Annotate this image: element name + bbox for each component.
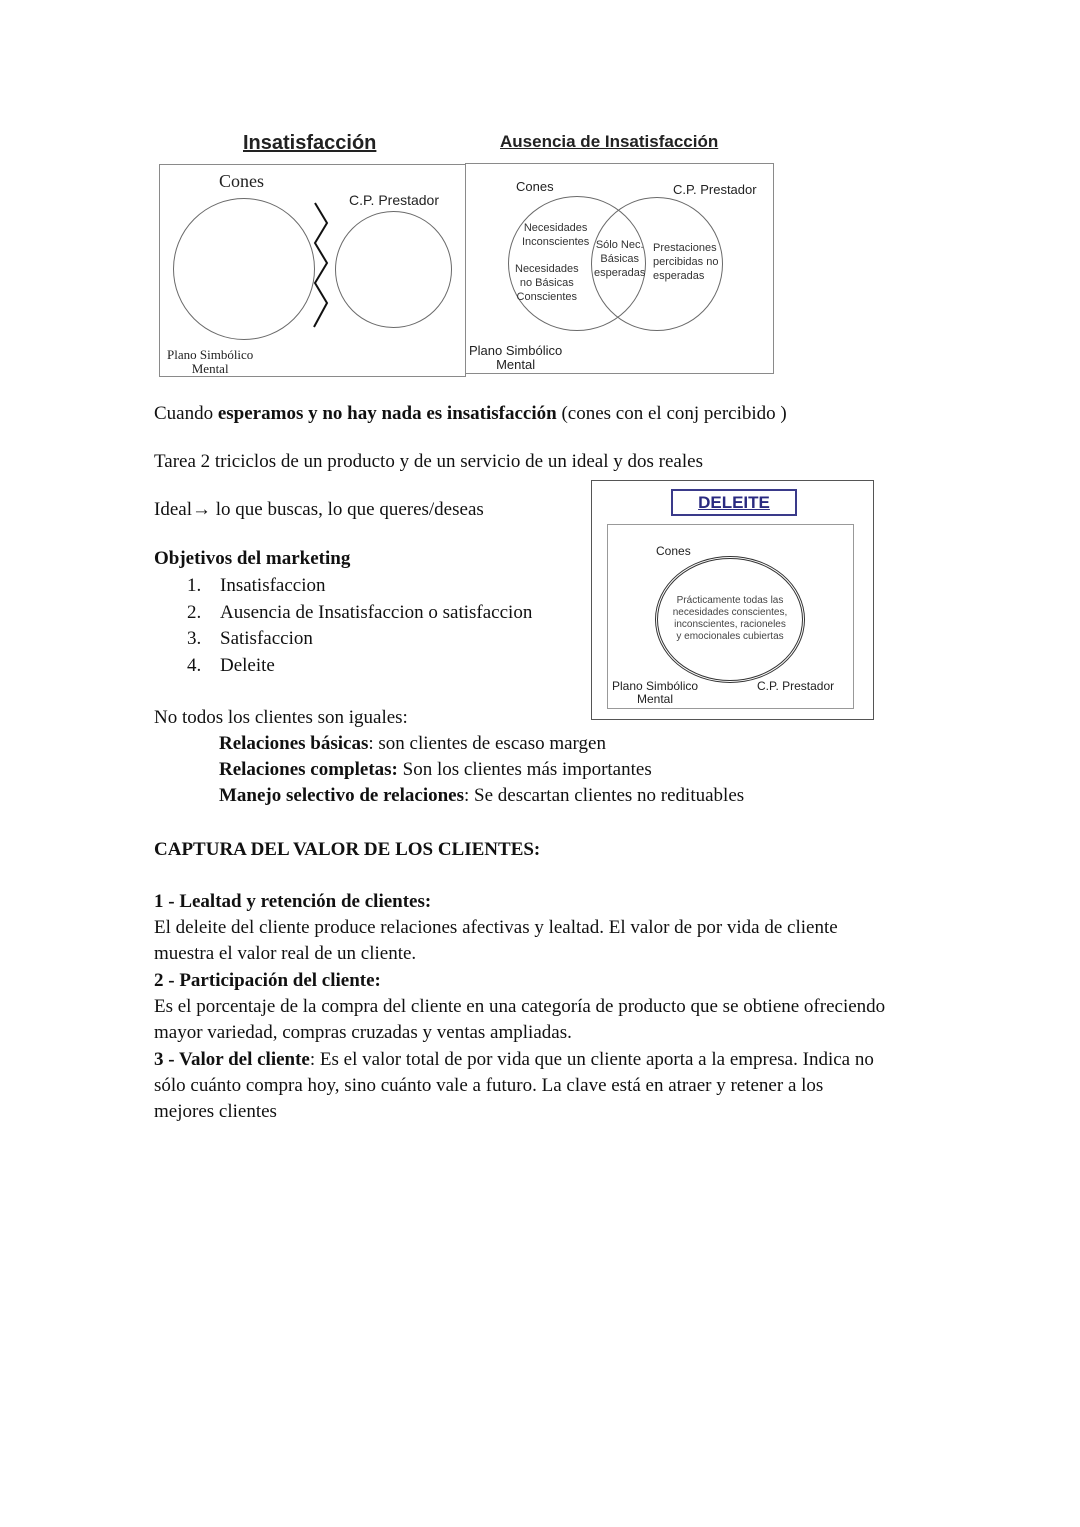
- figure-title: Ausencia de Insatisfacción: [500, 132, 719, 151]
- section-heading: 2 - Participación del cliente:: [154, 970, 381, 991]
- list-label: Deleite: [220, 654, 275, 676]
- text: Ideal: [154, 499, 192, 520]
- section-heading: 3 - Valor del cliente: [154, 1049, 310, 1070]
- captura-heading: CAPTURA DEL VALOR DE LOS CLIENTES:: [154, 839, 541, 860]
- prestador-circle: [335, 211, 452, 328]
- section-heading: 1 - Lealtad y retención de clientes:: [154, 891, 432, 912]
- prestador-label: C.P. Prestador: [349, 192, 440, 208]
- relation-text: : Se descartan clientes no redituables: [464, 785, 745, 806]
- plane-label-line: Plano Simbólico: [469, 343, 563, 358]
- plane-label: [167, 348, 253, 376]
- text: lo que buscas, lo que queres/deseas: [210, 499, 484, 520]
- objetivos-heading: Objetivos del marketing: [154, 548, 351, 569]
- section-text: : Es el valor total de por vida que un cliente aporta a la empresa. Indica no: [309, 1049, 874, 1070]
- cones-circle: [173, 198, 315, 340]
- section-text: muestra el valor real de un cliente.: [154, 943, 417, 964]
- region-left-top: [522, 221, 589, 249]
- paragraph-ideal: [154, 497, 484, 523]
- relation-title: Relaciones completas:: [219, 759, 398, 780]
- list-number: 3.: [187, 628, 202, 649]
- cones-label: Cones: [516, 179, 554, 194]
- region-right: [653, 241, 718, 283]
- text: (cones con el conj percibido ): [556, 403, 787, 424]
- plane-label-line: Plano Simbólico: [167, 347, 254, 362]
- list-item: [187, 573, 532, 600]
- arrow-right-icon: →: [191, 499, 211, 520]
- relation-text: Son los clientes más importantes: [397, 759, 652, 780]
- section-text: mayor variedad, compras cruzadas y ventas ampliadas.: [154, 1022, 572, 1043]
- figure-title: Insatisfacción: [243, 132, 377, 154]
- list-item: [187, 600, 532, 627]
- circle-text-line: y emocionales cubiertas: [676, 631, 784, 642]
- region-text: no Básicas: [519, 277, 574, 289]
- circle-text-line: Prácticamente todas las: [676, 595, 784, 606]
- section-text: Es el porcentaje de la compra del cliente en una categoría de producto que se obtiene ofreciendo: [154, 996, 886, 1017]
- relation-title: Relaciones básicas: [219, 733, 369, 754]
- region-text: Básicas: [600, 253, 639, 265]
- list-number: 2.: [187, 601, 202, 623]
- plane-label-line: Plano Simbólico: [612, 679, 699, 693]
- plane-label: [469, 344, 562, 372]
- section-text: sólo cuánto compra hoy, sino cuánto vale a futuro. La clave está en atraer y retener a los: [154, 1075, 824, 1096]
- relation-title: Manejo selectivo de relaciones: [219, 785, 464, 806]
- section-valor: [154, 1047, 874, 1073]
- region-text: Sólo Nec.: [595, 239, 644, 251]
- region-left-bottom: [515, 262, 579, 304]
- region-text: Necesidades: [523, 222, 588, 234]
- plane-label: [612, 680, 698, 706]
- list-number: 4.: [187, 654, 202, 676]
- section-text: mejores clientes: [154, 1101, 277, 1122]
- zigzag-gap-icon: [310, 200, 340, 330]
- region-text: esperadas: [653, 270, 705, 282]
- plane-label-line: Mental: [191, 361, 229, 376]
- region-text: Necesidades: [515, 263, 579, 275]
- plane-label-line: Mental: [496, 357, 536, 372]
- cones-label: Cones: [219, 171, 264, 191]
- region-text: Conscientes: [516, 291, 578, 303]
- region-text: esperadas: [594, 267, 646, 279]
- objetivos-list: [187, 573, 532, 679]
- region-text: Inconscientes: [522, 236, 590, 248]
- circle-text-line: inconscientes, racioneles: [674, 619, 786, 630]
- paragraph-insatisfaccion: [154, 401, 787, 427]
- region-text: Prestaciones: [653, 242, 717, 254]
- relation-item: [219, 731, 606, 757]
- section-text: El deleite del cliente produce relaciones afectivas y lealtad. El valor de por vida de cliente: [154, 917, 838, 938]
- circle-text: [655, 595, 805, 643]
- list-number: 1.: [187, 575, 202, 596]
- prestador-label: C.P. Prestador: [757, 679, 835, 693]
- circle-text-line: necesidades conscientes,: [672, 607, 788, 618]
- list-item: [187, 626, 532, 653]
- list-label: Satisfaccion: [220, 628, 313, 649]
- region-text: percibidas no: [653, 256, 719, 268]
- relation-item: [219, 757, 652, 783]
- region-center: [594, 238, 645, 280]
- list-label: Insatisfaccion: [220, 575, 326, 596]
- plane-label-line: Mental: [637, 692, 674, 706]
- prestador-label: C.P. Prestador: [673, 182, 757, 197]
- relation-text: : son clientes de escaso margen: [368, 733, 606, 754]
- list-item: [187, 653, 532, 680]
- clientes-intro: No todos los clientes son iguales:: [154, 707, 408, 728]
- bold-text: esperamos y no hay nada es insatisfacción: [217, 403, 557, 424]
- relation-item: [219, 783, 744, 809]
- paragraph-tarea: Tarea 2 triciclos de un producto y de un servicio de un ideal y dos reales: [154, 451, 703, 472]
- figure-title: DELEITE: [671, 489, 797, 516]
- cones-label: Cones: [656, 544, 691, 558]
- list-label: Ausencia de Insatisfaccion o satisfaccion: [220, 601, 533, 623]
- text: Cuando: [154, 403, 218, 424]
